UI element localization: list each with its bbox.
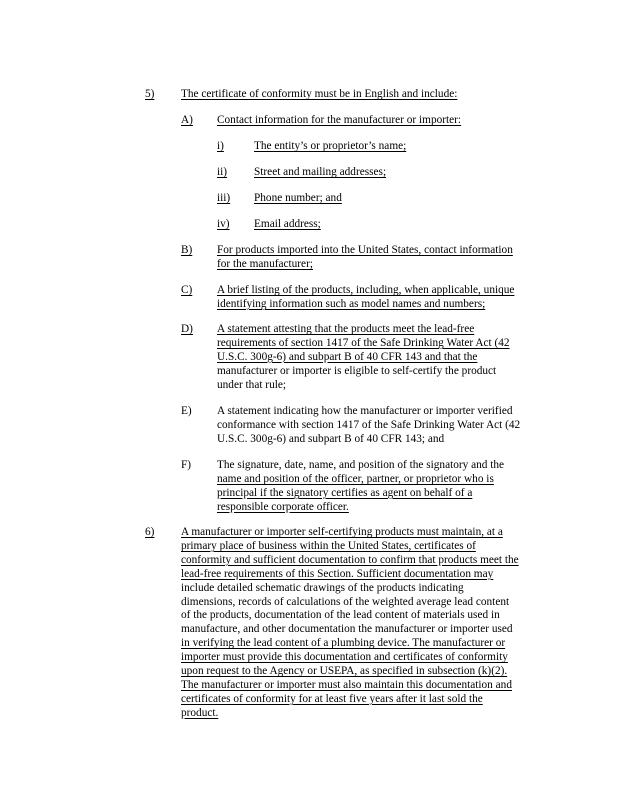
item-5f-number: F) (181, 459, 192, 471)
item-5-number: 5) (145, 88, 155, 100)
item-5a-ii-number: ii) (217, 166, 228, 178)
item-5c-text: A brief listing of the products, including, when applicable, unique identifying information such as model names and numbers; (217, 284, 515, 310)
item-5d-number: D) (181, 323, 193, 335)
item-5a-i-number: i) (217, 140, 224, 152)
item-6-number: 6) (145, 526, 155, 538)
item-5a-ii-text: Street and mailing addresses; (254, 166, 387, 178)
item-5-text: The certificate of conformity must be in English and include: (181, 88, 458, 100)
item-5c-number: C) (181, 284, 193, 296)
item-5b-number: B) (181, 244, 193, 256)
item-5d-text: A statement attesting that the products meet the lead-free requirements of section 1417 of the Safe Drinking Water Act (42 U.S.C. 300g-6) and subpart B of 40 CFR 143 and that the manufacturer or importer is eligible to self-certify the product under that rule; (217, 323, 510, 391)
item-5a-iv-number: iv) (217, 218, 230, 230)
item-5a-text: Contact information for the manufacturer or importer: (217, 114, 462, 126)
item-5e-number: E) (181, 405, 192, 417)
item-6-text: A manufacturer or importer self-certifying products must maintain, at a primary place of business within the United States, certificates of conformity and sufficient documentation to confirm that products meet the lead-free requirements of this Section. Sufficient documentation may include detailed schematic drawings of the products indicating dimensions, records of calculations of the weighted average lead content of the products, documentation of the lead content of materials used in manufacture, and other documentation the manufacturer or importer used in verifying the lead content of a plumbing device. The manufacturer or importer must provide this documentation and certificates of conformity upon request to the Agency or USEPA, as specified in subsection (k)(2). The manufacturer or importer must also maintain this documentation and certificates of conformity for at least five years after it last sold the product. (181, 526, 519, 719)
item-5e-text: A statement indicating how the manufacturer or importer verified conformance with section 1417 of the Safe Drinking Water Act (42 U.S.C. 300g-6) and subpart B of 40 CFR 143; and (217, 405, 521, 445)
item-5a-iv-text: Email address; (254, 218, 321, 230)
item-5a-iii-number: iii) (217, 192, 231, 204)
item-5b-text: For products imported into the United States, contact information for the manufacturer; (217, 244, 513, 270)
item-5f-text: The signature, date, name, and position of the signatory and the name and position of the officer, partner, or proprietor who is principal if the signatory certifies as agent on behalf of a responsible corporate officer. (217, 459, 505, 513)
item-5a-iii-text: Phone number; and (254, 192, 342, 204)
item-5a-number: A) (181, 114, 193, 126)
item-5a-i-text: The entity’s or proprietor’s name; (254, 140, 407, 152)
